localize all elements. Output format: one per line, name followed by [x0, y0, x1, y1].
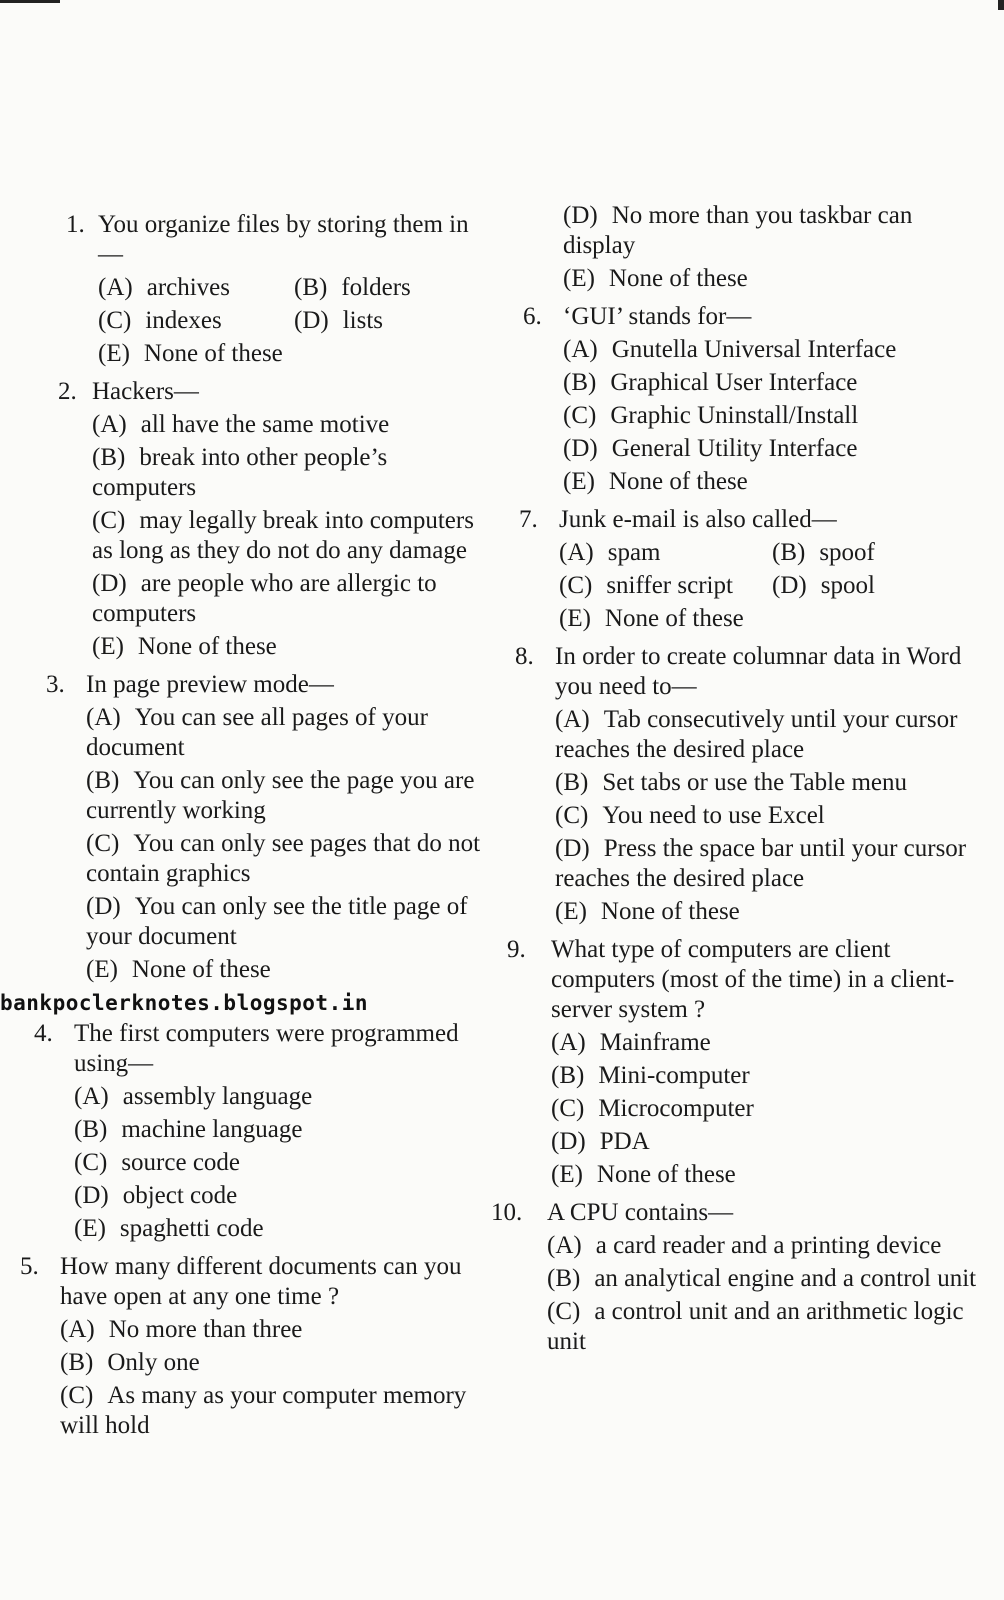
option-b: (B) spoof — [772, 539, 875, 566]
question-text: In order to create columnar data in Word you need to— — [555, 643, 962, 700]
option-e: (E) None of these — [551, 1161, 736, 1188]
option-a: (A) Mainframe — [551, 1029, 711, 1056]
question-number: 1. — [66, 211, 85, 238]
option-e: (E) None of these — [86, 956, 271, 983]
question-10 — [491, 1198, 985, 1357]
option-e: (E) None of these — [92, 633, 277, 660]
option-a: (A) archives — [98, 274, 231, 301]
right-column — [491, 198, 985, 1365]
question-2 — [20, 377, 490, 662]
option-c: (C) a control unit and an arithmetic logic unit — [547, 1298, 964, 1355]
option-c: (C) Graphic Uninstall/Install — [563, 402, 859, 429]
question-6 — [495, 302, 985, 497]
option-b: (B) Mini-computer — [551, 1062, 750, 1089]
question-number: 7. — [519, 506, 538, 533]
option-c: (C) You can only see pages that do not contain graphics — [86, 830, 481, 887]
top-rule — [0, 0, 60, 3]
option-b: (B) break into other people’s computers — [92, 444, 388, 501]
option-a: (A) all have the same motive — [92, 411, 390, 438]
question-number: 3. — [46, 671, 65, 698]
corner-mark — [998, 0, 1004, 10]
option-c: (C) source code — [74, 1149, 241, 1176]
option-e: (E) None of these — [563, 468, 748, 495]
option-d: (D) Press the space bar until your cursor reaches the desired place — [555, 835, 967, 892]
option-a: (A) assembly language — [74, 1083, 313, 1110]
question-text: In page preview mode— — [86, 671, 334, 698]
option-b: (B) Set tabs or use the Table menu — [555, 769, 907, 796]
option-e: (E) None of these — [555, 898, 740, 925]
option-e: (E) None of these — [563, 265, 748, 292]
question-text: You organize files by storing them in— — [98, 211, 469, 268]
option-b: (B) machine language — [74, 1116, 303, 1143]
option-c: (C) indexes — [98, 307, 222, 334]
question-4 — [20, 1019, 490, 1244]
question-1 — [20, 210, 490, 369]
option-a: (A) Gnutella Universal Interface — [563, 336, 897, 363]
option-d: (D) No more than you taskbar can display — [563, 202, 913, 259]
option-c: (C) Microcomputer — [551, 1095, 754, 1122]
question-text: A CPU contains— — [547, 1199, 734, 1226]
question-7 — [495, 505, 985, 634]
option-a: (A) Tab consecutively until your cursor reaches the desired place — [555, 706, 958, 763]
option-c: (C) may legally break into computers as long as they do not do any damage — [92, 507, 474, 564]
question-number: 6. — [523, 303, 542, 330]
question-text: How many different documents can you have open at any one time ? — [60, 1253, 462, 1310]
question-number: 9. — [507, 936, 526, 963]
question-number: 2. — [58, 378, 77, 405]
option-a: (A) You can see all pages of your document — [86, 704, 428, 761]
option-b: (B) You can only see the page you are currently working — [86, 767, 475, 824]
option-c: (C) You need to use Excel — [555, 802, 825, 829]
option-a: (A) a card reader and a printing device — [547, 1232, 942, 1259]
option-d: (D) You can only see the title page of your document — [86, 893, 468, 950]
question-text: The first computers were programmed using— — [74, 1020, 459, 1077]
question-5 — [20, 1252, 490, 1441]
question-text: Hackers— — [92, 378, 199, 405]
left-column — [20, 210, 490, 1449]
option-e: (E) None of these — [559, 605, 744, 632]
option-b: (B) an analytical engine and a control unit — [547, 1265, 977, 1292]
option-c: (C) As many as your computer memory will hold — [60, 1382, 467, 1439]
option-a: (A) spam — [559, 539, 661, 566]
question-8 — [495, 642, 985, 927]
option-b: (B) Only one — [60, 1349, 200, 1376]
question-text: What type of computers are client computers (most of the time) in a client-server system ? — [551, 936, 955, 1023]
question-number: 5. — [20, 1253, 39, 1280]
option-d: (D) are people who are allergic to computers — [92, 570, 437, 627]
option-a: (A) No more than three — [60, 1316, 303, 1343]
option-e: (E) spaghetti code — [74, 1215, 264, 1242]
option-b: (B) Graphical User Interface — [563, 369, 858, 396]
question-number: 8. — [515, 643, 534, 670]
option-d: (D) lists — [294, 307, 384, 334]
option-c: (C) sniffer script — [559, 572, 733, 599]
question-5-continued — [495, 201, 985, 294]
option-b: (B) folders — [294, 274, 411, 301]
option-d: (D) spool — [772, 572, 875, 599]
option-e: (E) None of these — [98, 340, 283, 367]
watermark: bankpoclerknotes.blogspot.in — [0, 991, 369, 1015]
question-text: Junk e-mail is also called— — [559, 506, 837, 533]
question-number: 4. — [34, 1020, 53, 1047]
option-d: (D) PDA — [551, 1128, 650, 1155]
question-9 — [495, 935, 985, 1190]
question-number: 10. — [491, 1199, 523, 1226]
option-d: (D) General Utility Interface — [563, 435, 858, 462]
question-text: ‘GUI’ stands for— — [563, 303, 752, 330]
option-d: (D) object code — [74, 1182, 238, 1209]
question-3 — [20, 670, 490, 985]
